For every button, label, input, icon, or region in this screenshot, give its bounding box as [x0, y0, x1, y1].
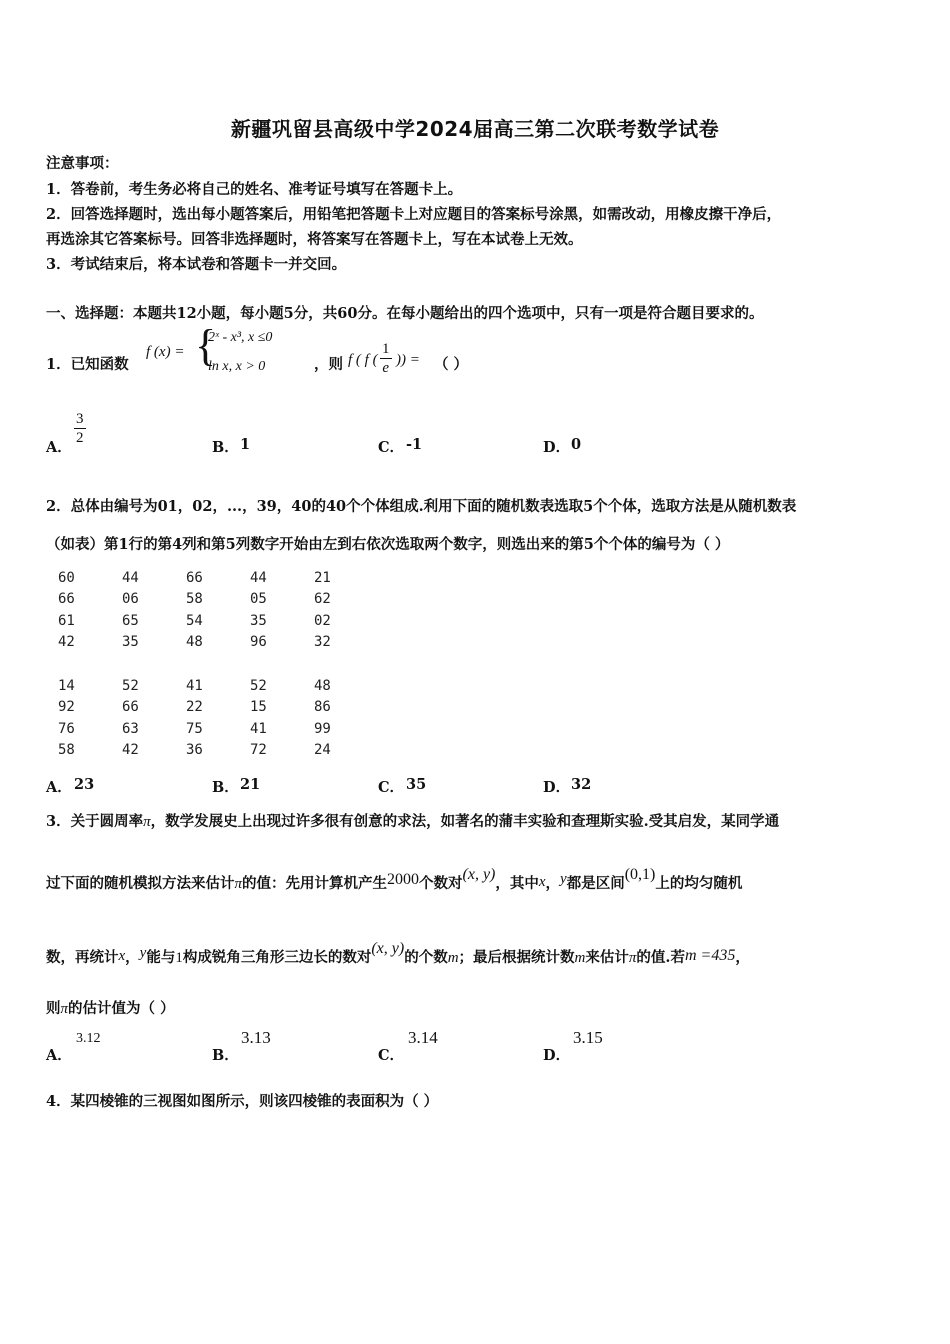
- table-cell: 62: [314, 591, 331, 608]
- table-cell: 86: [314, 699, 331, 716]
- q3-text-part: 上的均匀随机: [655, 875, 743, 892]
- option-value: -1: [406, 436, 423, 453]
- option-label: C．: [378, 439, 405, 456]
- q3-text-part: ，: [735, 949, 750, 966]
- notice-item: 1．答卷前，考生务必将自己的姓名、准考证号填写在答题卡上。: [46, 181, 463, 198]
- q2-line: 2．总体由编号为01，02，...，39，40的40个个体组成.利用下面的随机数表选取5个个体，选取方法是从随机数表: [46, 498, 797, 515]
- notice-item: 2．回答选择题时，选出每小题答案后，用铅笔把答题卡上对应题目的答案标号涂黑，如需改动，用橡皮擦干净后，: [46, 206, 782, 223]
- q3-text-part: 构成锐角三角形三边长的数对: [182, 949, 372, 966]
- table-cell: 76: [58, 720, 75, 737]
- random-number-table-block-2: [46, 675, 366, 761]
- table-cell: 41: [250, 720, 267, 737]
- q3-text-part: ；最后根据统计数: [458, 949, 575, 966]
- interval-0-1: (0,1): [624, 866, 656, 883]
- option-value: 3.14: [408, 1028, 438, 1047]
- option-label: A．: [46, 779, 72, 796]
- q3-text-part: ，: [545, 875, 561, 892]
- table-row: [46, 632, 366, 654]
- table-cell: 52: [122, 677, 139, 694]
- table-row: [46, 610, 366, 632]
- var-y: y: [139, 945, 147, 961]
- table-row: [46, 675, 366, 697]
- table-cell: 24: [314, 742, 331, 759]
- number-2000: 2000: [387, 871, 420, 888]
- table-cell: 44: [250, 569, 267, 586]
- table-cell: 52: [250, 677, 267, 694]
- q3-text-part: 的值：先用计算机产生: [242, 875, 388, 892]
- q3-text: [46, 866, 743, 893]
- option-label: C．: [378, 1047, 405, 1064]
- m-equals-435: m =435: [684, 947, 736, 964]
- random-number-table-block-1: [46, 567, 366, 653]
- q3-text-part: 个数对: [419, 875, 463, 892]
- option-label: D．: [543, 439, 571, 456]
- table-cell: 66: [186, 569, 203, 586]
- option-label: B．: [212, 439, 239, 456]
- brace-icon: {: [195, 321, 217, 370]
- fraction-numerator: 3: [76, 411, 84, 427]
- table-cell: 63: [122, 720, 139, 737]
- number-1: 1: [175, 950, 183, 966]
- table-cell: 54: [186, 612, 203, 629]
- table-cell: 02: [314, 612, 331, 629]
- table-cell: 36: [186, 742, 203, 759]
- table-cell: 44: [122, 569, 139, 586]
- q2-line: （如表）第1行的第4列和第5列数字开始由左到右依次选取两个数字，则选出来的第5个个体的编号为（ ）: [46, 536, 730, 553]
- q3-text-part: ，其中: [495, 875, 539, 892]
- fraction-denominator: 2: [76, 430, 84, 446]
- table-cell: 06: [122, 591, 139, 608]
- q3-text-part: ，: [125, 949, 140, 966]
- q3-text-part: 的个数: [404, 949, 448, 966]
- notice-item: 3．考试结束后，将本试卷和答题卡一并交回。: [46, 256, 347, 273]
- table-cell: 58: [58, 742, 75, 759]
- notice-heading: 注意事项：: [46, 155, 119, 172]
- option-value: 32: [571, 776, 592, 793]
- q1-prefix: 1．已知函数: [46, 356, 129, 373]
- option-value: 1: [240, 436, 251, 453]
- table-cell: 58: [186, 591, 203, 608]
- option-label: C．: [378, 779, 405, 796]
- option-label: A．: [46, 1047, 72, 1064]
- q4-text: 4．某四棱锥的三视图如图所示，则该四棱锥的表面积为（ ）: [46, 1093, 439, 1110]
- option-value: 3.15: [573, 1028, 603, 1047]
- q1-expr-fraction: [380, 340, 392, 377]
- q1-expr-left: f ( f (: [348, 352, 378, 368]
- table-cell: 72: [250, 742, 267, 759]
- exam-title: 新疆巩留县高级中学2024届高三第二次联考数学试卷: [230, 117, 720, 141]
- pi-symbol: π: [143, 814, 151, 830]
- q3-text-part: ，数学发展史上出现过许多很有创意的求法，如著名的蒲丰实验和查理斯实验.受其启发，某同学通: [150, 813, 780, 830]
- q3-text: [46, 810, 779, 831]
- option-value: 35: [406, 776, 427, 793]
- table-cell: 48: [186, 634, 203, 651]
- var-y: y: [560, 871, 567, 887]
- table-cell: 14: [58, 677, 75, 694]
- option-value: 21: [240, 776, 261, 793]
- option-value: 3.12: [76, 1031, 101, 1046]
- option-label: D．: [543, 779, 571, 796]
- q1-option-a-fraction: [74, 410, 86, 447]
- q1-answer-paren: （ ）: [434, 356, 469, 373]
- q3-text: [46, 940, 750, 967]
- option-value: 3.13: [241, 1028, 271, 1047]
- option-label: D．: [543, 1047, 571, 1064]
- table-cell: 42: [122, 742, 139, 759]
- q3-text-part: 来估计: [585, 949, 629, 966]
- table-cell: 41: [186, 677, 203, 694]
- var-m: m: [574, 950, 586, 966]
- q3-text-part: 能与: [146, 949, 176, 966]
- option-label: A．: [46, 439, 72, 456]
- table-cell: 48: [314, 677, 331, 694]
- q3-text-part: 过下面的随机模拟方法来估计: [46, 875, 235, 892]
- q3-text-part: 的值.若: [636, 949, 685, 966]
- table-cell: 75: [186, 720, 203, 737]
- table-row: [46, 567, 366, 589]
- section-heading: 一、选择题：本题共12小题，每小题5分，共60分。在每小题给出的四个选项中，只有一项是符合题目要求的。: [46, 305, 764, 322]
- notice-item: 再选涂其它答案标号。回答非选择题时，将答案写在答题卡上，写在本试卷上无效。: [46, 231, 583, 248]
- table-row: [46, 718, 366, 740]
- option-label: B．: [212, 1047, 239, 1064]
- table-cell: 66: [122, 699, 139, 716]
- q1-expr-right: )) =: [396, 352, 420, 368]
- var-m: m: [447, 950, 459, 966]
- table-cell: 32: [314, 634, 331, 651]
- q1-fx: f (x) =: [146, 344, 185, 360]
- var-x: x: [118, 948, 126, 964]
- table-cell: 35: [250, 612, 267, 629]
- q3-text-part: 的估计值为（ ）: [68, 1000, 175, 1017]
- pair-xy: (x, y): [462, 866, 496, 883]
- fraction-denominator: e: [382, 360, 390, 376]
- table-cell: 42: [58, 634, 75, 651]
- q1-case1: 2ˣ - x³, x ≤0: [208, 330, 273, 345]
- table-cell: 21: [314, 569, 331, 586]
- pi-symbol: π: [628, 950, 637, 966]
- var-x: x: [538, 874, 546, 890]
- option-label: B．: [212, 779, 239, 796]
- fraction-numerator: 1: [382, 341, 390, 357]
- option-value: 0: [571, 436, 582, 453]
- q3-text-part: 则: [46, 1000, 61, 1017]
- pair-xy: (x, y): [371, 940, 405, 957]
- table-row: [46, 697, 366, 719]
- table-row: [46, 740, 366, 762]
- q1-then: ，则: [314, 356, 343, 373]
- table-cell: 92: [58, 699, 75, 716]
- table-cell: 15: [250, 699, 267, 716]
- table-cell: 65: [122, 612, 139, 629]
- table-cell: 96: [250, 634, 267, 651]
- option-value: 23: [74, 776, 95, 793]
- table-cell: 61: [58, 612, 75, 629]
- table-cell: 35: [122, 634, 139, 651]
- pi-symbol: π: [234, 876, 243, 892]
- q3-text-part: 都是区间: [566, 875, 625, 892]
- table-cell: 05: [250, 591, 267, 608]
- table-row: [46, 589, 366, 611]
- pi-symbol: π: [60, 1001, 69, 1017]
- table-cell: 99: [314, 720, 331, 737]
- table-cell: 60: [58, 569, 75, 586]
- q3-text: [46, 997, 175, 1018]
- q1-case2: ln x, x > 0: [208, 359, 266, 374]
- table-cell: 22: [186, 699, 203, 716]
- q3-text-part: 数，再统计: [46, 949, 119, 966]
- table-cell: 66: [58, 591, 75, 608]
- q3-text-part: 3．关于圆周率: [46, 813, 144, 830]
